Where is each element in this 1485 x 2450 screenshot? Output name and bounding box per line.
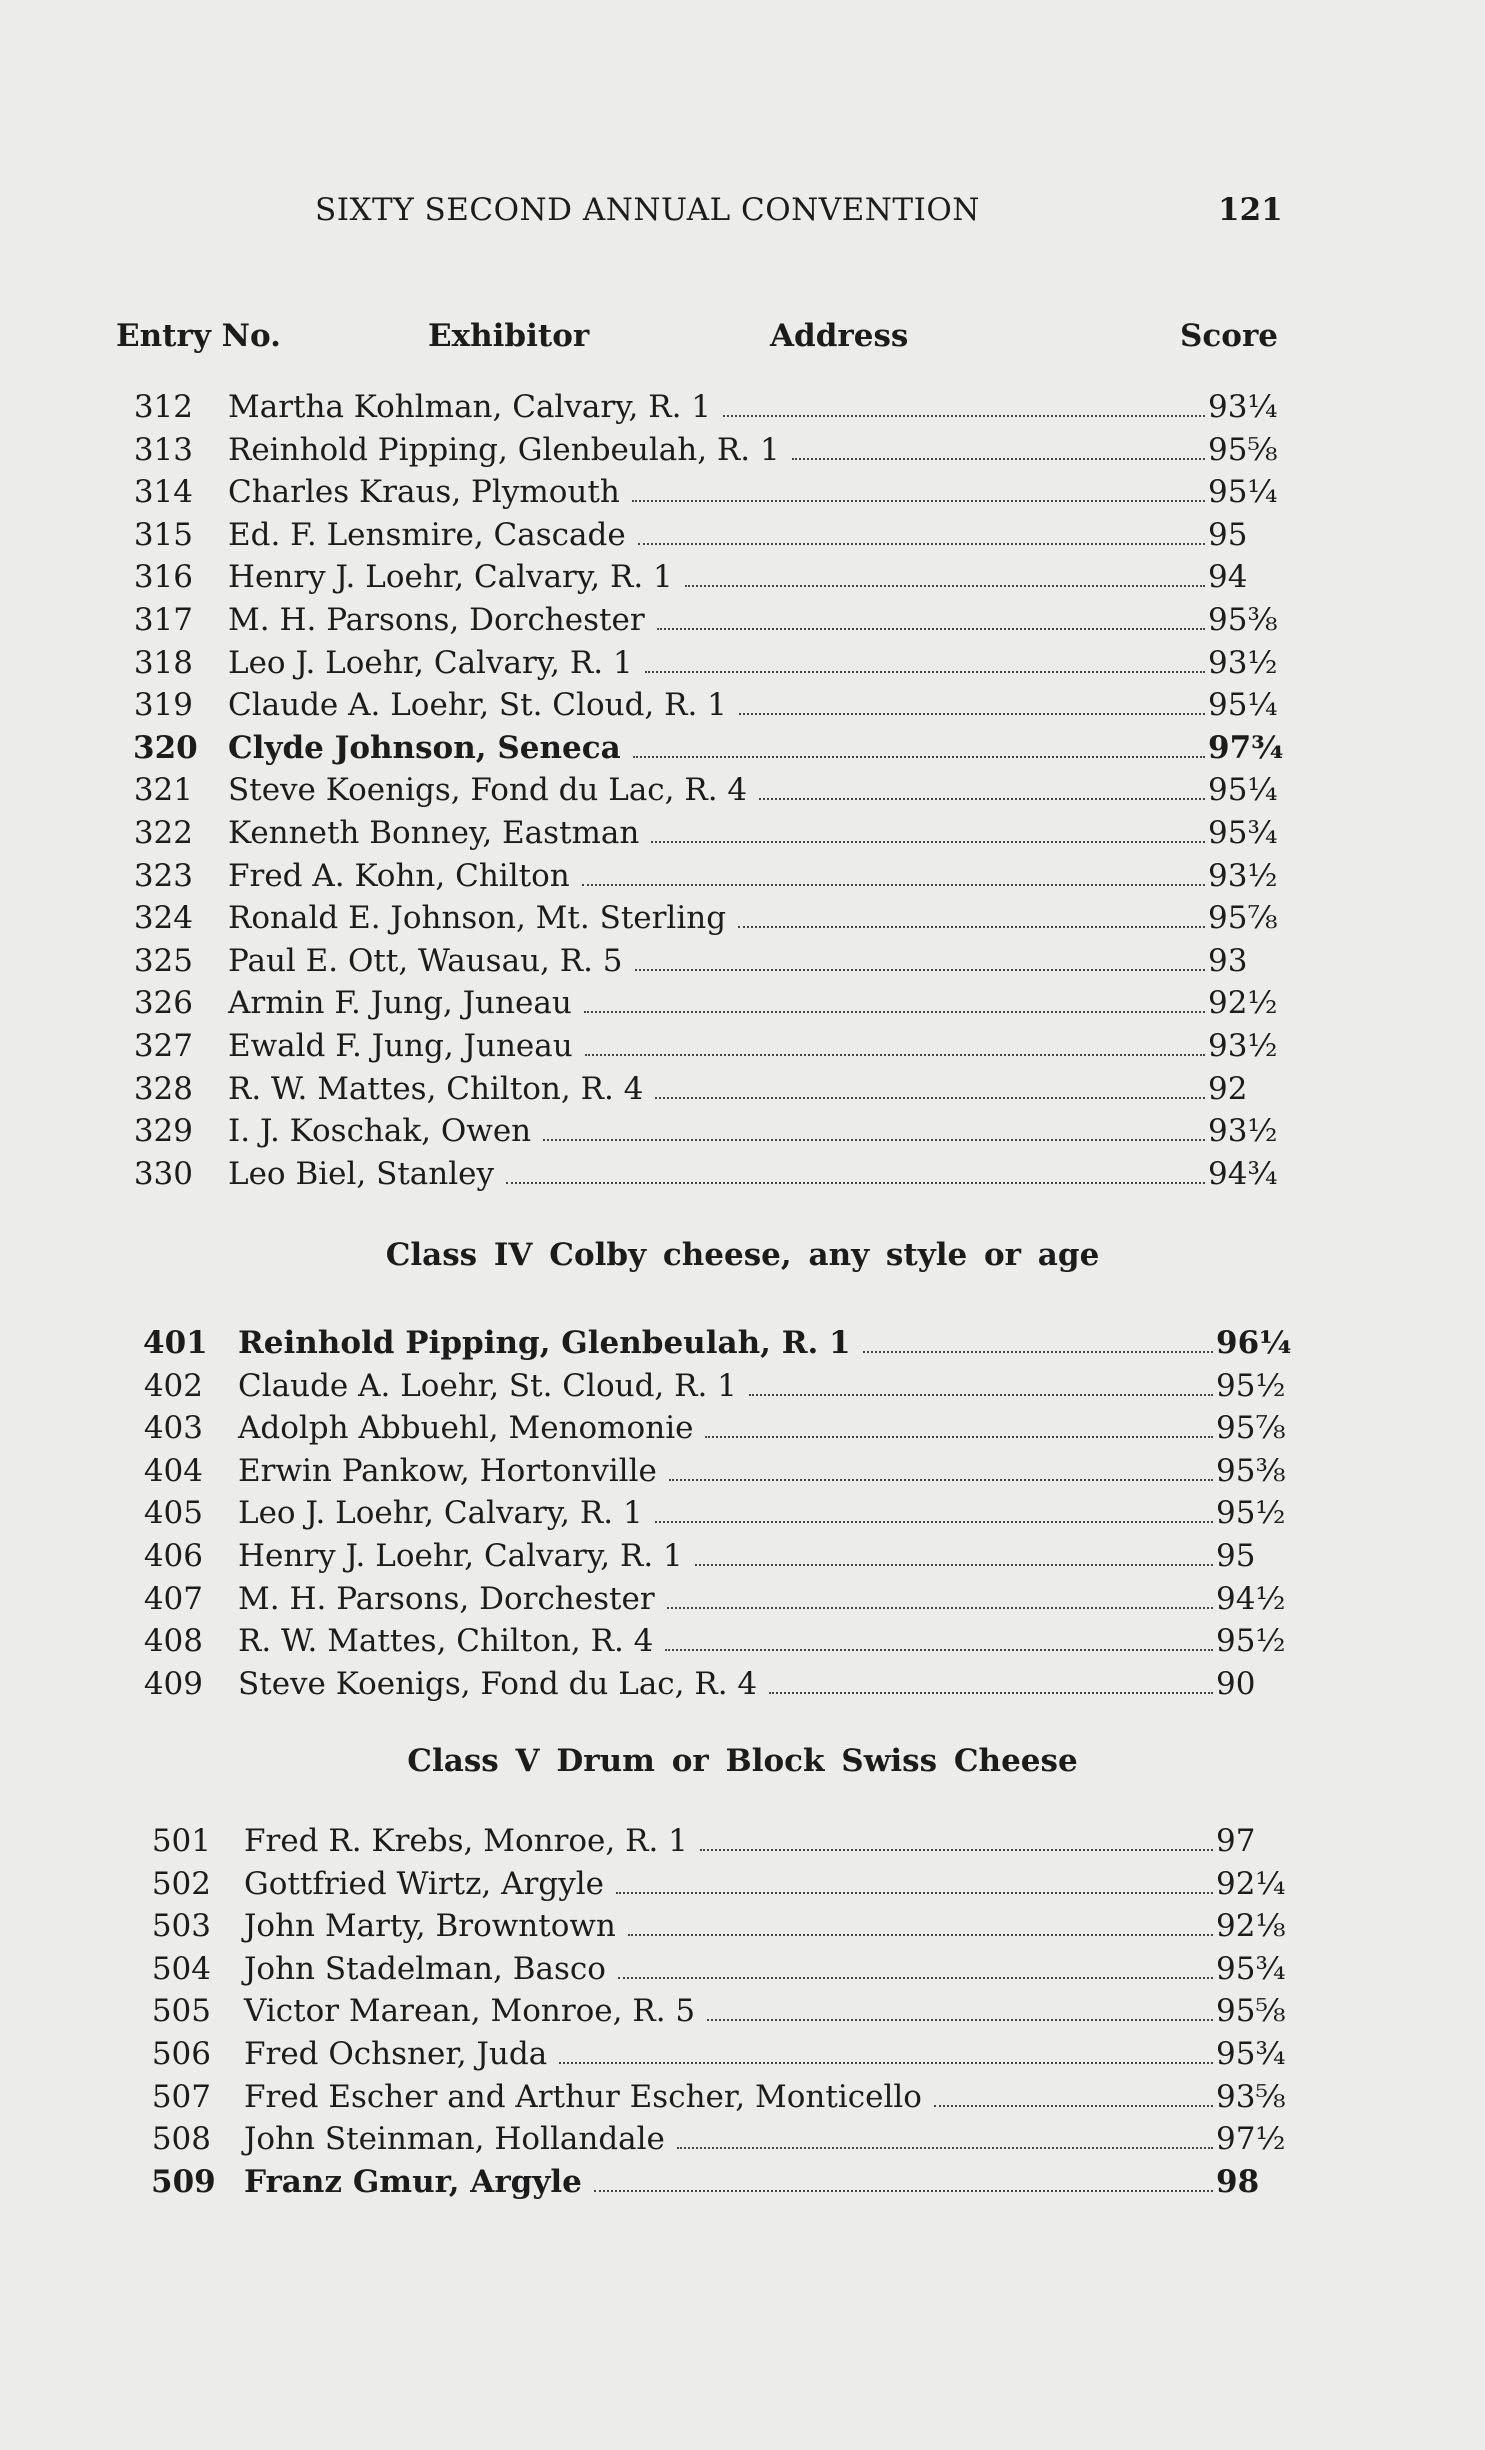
dot-leader [582,856,1205,886]
entry-score: 95¼ [1208,687,1278,724]
entry-row [0,1620,1485,1663]
entry-line [228,940,1288,983]
entry-score: 95 [1208,516,1248,553]
dot-leader [863,1323,1213,1353]
entry-number: 408 [143,1623,203,1660]
entry-row [0,684,1485,727]
entry-number: 503 [151,1908,211,1945]
exhibitor-and-address: Claude A. Loehr, St. Cloud, R. 1 [228,687,727,724]
entry-number: 507 [151,2078,211,2115]
page-number: 121 [1218,192,1283,228]
entry-score: 95¾ [1216,2035,1286,2072]
dot-leader [759,770,1205,800]
entry-number: 401 [143,1325,208,1361]
entry-row [0,812,1485,855]
entry-score: 93 [1208,942,1248,979]
entry-score: 95½ [1216,1623,1286,1660]
entry-line [238,1492,1296,1535]
entry-number: 323 [133,857,193,894]
class-5-entries-list [0,1820,1485,2203]
entry-score: 93½ [1208,857,1278,894]
entry-line [228,727,1288,770]
entry-number: 317 [133,601,193,638]
exhibitor-and-address: Steve Koenigs, Fond du Lac, R. 4 [238,1665,758,1702]
entry-line [228,471,1288,514]
entry-line [238,1365,1296,1408]
exhibitor-and-address: John Stadelman, Basco [244,1950,606,1987]
entry-line [228,812,1288,855]
dot-leader [594,2162,1213,2192]
exhibitor-and-address: Henry J. Loehr, Calvary, R. 1 [228,559,673,596]
dot-leader [584,983,1205,1013]
entry-line [244,1990,1296,2033]
entry-line [244,1863,1296,1906]
entry-score: 95⅝ [1216,1993,1286,2030]
exhibitor-and-address: Kenneth Bonney, Eastman [228,814,640,851]
entry-line [228,556,1288,599]
column-headers [0,318,1485,362]
dot-leader [665,1621,1213,1651]
exhibitor-and-address: Adolph Abbuehl, Menomonie [238,1410,694,1447]
entry-row [0,1578,1485,1621]
exhibitor-and-address: Fred Ochsner, Juda [244,2035,548,2072]
entry-row [0,1153,1485,1196]
entry-score: 94 [1208,559,1248,596]
dot-leader [700,1821,1213,1851]
class-3-entries-list [0,386,1485,1195]
entry-line [238,1535,1296,1578]
entry-row [0,1535,1485,1578]
entry-line [228,1110,1288,1153]
dot-leader [667,1579,1213,1609]
entry-row [0,982,1485,1025]
running-title: SIXTY SECOND ANNUAL CONVENTION [315,192,980,228]
entry-number: 502 [151,1865,211,1902]
dot-leader [657,600,1205,630]
entry-score: 95¾ [1216,1950,1286,1987]
entry-score: 95¾ [1208,814,1278,851]
dot-leader [739,685,1205,715]
entry-row [0,1948,1485,1991]
entry-number: 405 [143,1495,203,1532]
entry-line [244,2033,1296,2076]
entry-line [228,982,1288,1025]
entry-number: 328 [133,1070,193,1107]
exhibitor-and-address: Claude A. Loehr, St. Cloud, R. 1 [238,1367,737,1404]
entry-row [0,1068,1485,1111]
entry-score: 94½ [1216,1580,1286,1617]
entry-row [0,556,1485,599]
exhibitor-and-address: John Marty, Browntown [244,1908,616,1945]
page-header [0,192,1485,242]
entry-number: 407 [143,1580,203,1617]
exhibitor-and-address: Erwin Pankow, Hortonville [238,1452,657,1489]
entry-number: 325 [133,942,193,979]
entry-line [238,1620,1296,1663]
entry-line [228,897,1288,940]
entry-score: 95⅜ [1208,601,1278,638]
dot-leader [632,472,1205,502]
entry-number: 327 [133,1027,193,1064]
entry-score: 98 [1216,2163,1260,2200]
exhibitor-and-address: Armin F. Jung, Juneau [228,985,572,1022]
entry-score: 95⅞ [1216,1410,1286,1447]
exhibitor-and-address: Leo J. Loehr, Calvary, R. 1 [228,644,633,681]
exhibitor-and-address: R. W. Mattes, Chilton, R. 4 [228,1070,644,1107]
dot-leader [635,941,1205,971]
entry-number: 402 [143,1367,203,1404]
exhibitor-and-address: Leo J. Loehr, Calvary, R. 1 [238,1495,643,1532]
entry-score: 95⅝ [1208,431,1278,468]
dot-leader [677,2119,1213,2149]
entry-score: 92 [1208,1070,1248,1107]
entry-line [228,855,1288,898]
entry-score: 95¼ [1208,772,1278,809]
exhibitor-and-address: I. J. Koschak, Owen [228,1113,532,1150]
class-4-heading: Class IV Colby cheese, any style or age [385,1237,1100,1273]
entry-score: 95⅜ [1216,1452,1286,1489]
exhibitor-and-address: Fred A. Kohn, Chilton [228,857,570,894]
entry-number: 330 [133,1155,193,1192]
entry-number: 326 [133,985,193,1022]
entry-row [0,429,1485,472]
exhibitor-and-address: Martha Kohlman, Calvary, R. 1 [228,389,712,425]
entry-score: 97½ [1216,2121,1286,2158]
exhibitor-and-address: Charles Kraus, Plymouth [228,474,620,511]
entry-score: 96¼ [1216,1325,1292,1361]
entry-number: 320 [133,729,198,766]
entry-score: 95½ [1216,1495,1286,1532]
entry-row [0,1322,1485,1365]
column-header-entry-no: Entry No. [116,318,281,354]
dot-leader [738,898,1205,928]
dot-leader [628,1906,1213,1936]
entry-number: 404 [143,1452,203,1489]
exhibitor-and-address: Franz Gmur, Argyle [244,2163,582,2200]
entry-score: 92⅛ [1216,1908,1286,1945]
entry-number: 406 [143,1537,203,1574]
entry-number: 505 [151,1993,211,2030]
entry-number: 409 [143,1665,203,1702]
entry-score: 93¼ [1208,389,1278,425]
exhibitor-and-address: Victor Marean, Monroe, R. 5 [244,1993,696,2030]
entry-row [0,1492,1485,1535]
entry-number: 321 [133,772,193,809]
dot-leader [616,1864,1213,1894]
dot-leader [669,1451,1213,1481]
exhibitor-and-address: John Steinman, Hollandale [244,2121,665,2158]
exhibitor-and-address: M. H. Parsons, Dorchester [228,601,645,638]
entry-line [228,769,1288,812]
entry-row [0,2161,1485,2204]
dot-leader [707,1991,1213,2021]
exhibitor-and-address: R. W. Mattes, Chilton, R. 4 [238,1623,654,1660]
entry-score: 94¾ [1208,1155,1278,1192]
dot-leader [618,1949,1213,1979]
entry-row [0,2033,1485,2076]
dot-leader [769,1664,1213,1694]
entry-line [228,599,1288,642]
entry-row [0,1025,1485,1068]
entry-row [0,1407,1485,1450]
entry-row [0,1990,1485,2033]
dot-leader [651,813,1205,843]
exhibitor-and-address: Leo Biel, Stanley [228,1155,495,1192]
entry-line [238,1450,1296,1493]
entry-row [0,1905,1485,1948]
entry-line [228,1068,1288,1111]
entry-score: 97 [1216,1823,1256,1859]
entry-row [0,471,1485,514]
dot-leader [792,430,1205,460]
exhibitor-and-address: Reinhold Pipping, Glenbeulah, R. 1 [228,431,780,468]
entry-row [0,1663,1485,1706]
exhibitor-and-address: Ed. F. Lensmire, Cascade [228,516,626,553]
entry-score: 90 [1216,1665,1256,1702]
exhibitor-and-address: Reinhold Pipping, Glenbeulah, R. 1 [238,1325,851,1361]
dot-leader [655,1069,1205,1099]
exhibitor-and-address: Henry J. Loehr, Calvary, R. 1 [238,1537,683,1574]
class-5-heading: Class V Drum or Block Swiss Cheese [407,1743,1078,1779]
entry-line [228,1153,1288,1196]
entry-row [0,855,1485,898]
entry-row [0,599,1485,642]
dot-leader [655,1493,1213,1523]
entry-number: 313 [133,431,193,468]
exhibitor-and-address: Clyde Johnson, Seneca [228,729,621,766]
dot-leader [723,387,1205,417]
entry-number: 316 [133,559,193,596]
entry-line [238,1578,1296,1621]
entry-number: 318 [133,644,193,681]
entry-row [0,1863,1485,1906]
entry-row [0,727,1485,770]
entry-row [0,514,1485,557]
class-4-entries-list [0,1322,1485,1705]
dot-leader [695,1536,1213,1566]
dot-leader [543,1111,1205,1141]
entry-score: 93⅝ [1216,2078,1286,2115]
dot-leader [645,643,1205,673]
entry-line [228,514,1288,557]
entry-row [0,1110,1485,1153]
entry-row [0,940,1485,983]
entry-number: 322 [133,814,193,851]
dot-leader [749,1366,1213,1396]
entry-score: 97¾ [1208,729,1284,766]
dot-leader [638,515,1205,545]
entry-row [0,897,1485,940]
entry-line [244,2118,1296,2161]
column-header-score: Score [1180,318,1278,354]
entry-line [228,1025,1288,1068]
exhibitor-and-address: Steve Koenigs, Fond du Lac, R. 4 [228,772,748,809]
entry-number: 319 [133,687,193,724]
entry-number: 312 [133,389,193,425]
entry-row [0,642,1485,685]
entry-line [228,429,1288,472]
dot-leader [506,1154,1205,1184]
entry-score: 93½ [1208,644,1278,681]
entry-number: 314 [133,474,193,511]
column-header-address: Address [770,318,909,354]
entry-score: 95 [1216,1537,1256,1574]
entry-row [0,2076,1485,2119]
exhibitor-and-address: Ewald F. Jung, Juneau [228,1027,573,1064]
entry-line [244,1948,1296,1991]
dot-leader [633,728,1205,758]
entry-number: 504 [151,1950,211,1987]
entry-row [0,2118,1485,2161]
entry-line [244,1905,1296,1948]
entry-number: 508 [151,2121,211,2158]
entry-score: 92¼ [1216,1865,1286,1902]
entry-score: 95⅞ [1208,900,1278,937]
entry-number: 315 [133,516,193,553]
entry-line [238,1407,1296,1450]
entry-line [228,642,1288,685]
entry-line [228,684,1288,727]
entry-row [0,1820,1485,1863]
exhibitor-and-address: Paul E. Ott, Wausau, R. 5 [228,942,623,979]
entry-number: 403 [143,1410,203,1447]
exhibitor-and-address: Fred Escher and Arthur Escher, Monticello [244,2078,922,2115]
entry-row [0,769,1485,812]
entry-score: 92½ [1208,985,1278,1022]
entry-score: 95¼ [1208,474,1278,511]
entry-line [244,2076,1296,2119]
exhibitor-and-address: Fred R. Krebs, Monroe, R. 1 [244,1823,688,1859]
entry-number: 506 [151,2035,211,2072]
entry-row [0,386,1485,429]
entry-number: 509 [151,2163,216,2200]
entry-line [228,386,1288,429]
dot-leader [585,1026,1205,1056]
entry-row [0,1365,1485,1408]
exhibitor-and-address: Ronald E. Johnson, Mt. Sterling [228,900,727,937]
entry-number: 324 [133,900,193,937]
entry-line [238,1322,1296,1365]
dot-leader [559,2034,1213,2064]
entry-row [0,1450,1485,1493]
entry-number: 501 [151,1823,211,1859]
exhibitor-and-address: Gottfried Wirtz, Argyle [244,1865,604,1902]
entry-line [238,1663,1296,1706]
exhibitor-and-address: M. H. Parsons, Dorchester [238,1580,655,1617]
entry-line [244,1820,1296,1863]
entry-score: 95½ [1216,1367,1286,1404]
entry-line [244,2161,1296,2204]
column-header-exhibitor: Exhibitor [428,318,590,354]
dot-leader [705,1408,1213,1438]
dot-leader [685,557,1205,587]
entry-number: 329 [133,1113,193,1150]
entry-score: 93½ [1208,1113,1278,1150]
dot-leader [934,2077,1213,2107]
entry-score: 93½ [1208,1027,1278,1064]
